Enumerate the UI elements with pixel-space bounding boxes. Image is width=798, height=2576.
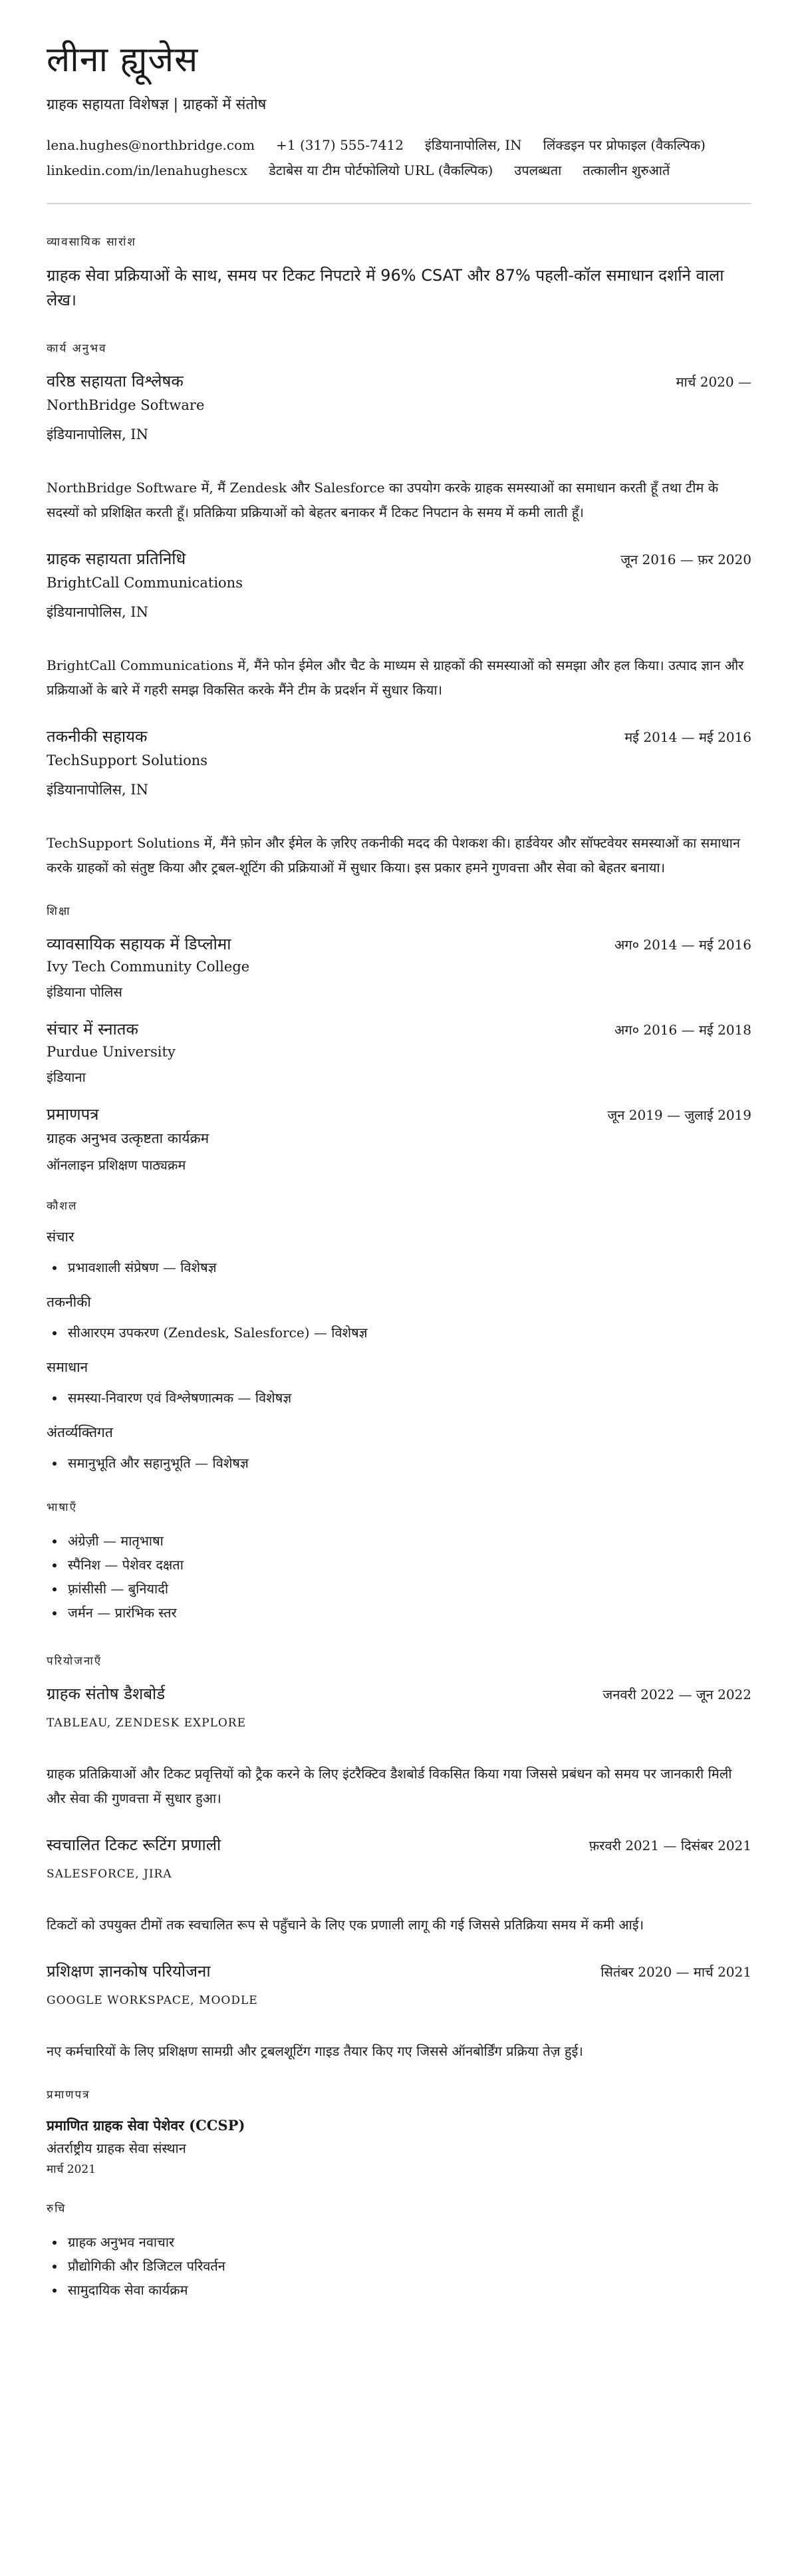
contact-info — [47, 132, 751, 183]
project-title: ग्राहक संतोष डैशबोर्ड — [47, 1684, 166, 1703]
education-entry — [47, 1018, 751, 1086]
job-dates: मार्च 2020 — — [676, 373, 751, 390]
skill-category: संचार — [47, 1228, 74, 1245]
section-title-skills: कौशल — [47, 1199, 78, 1213]
languages-section — [47, 1499, 751, 1625]
project-tech: TABLEAU, ZENDESK EXPLORE — [47, 1716, 247, 1730]
job-company: BrightCall Communications — [47, 574, 243, 591]
degree-dates: अग० 2014 — मई 2016 — [614, 936, 751, 953]
language-item: • स्पैनिश — पेशेवर दक्षता — [65, 1553, 751, 1577]
section-title-experience: कार्य अनुभव — [47, 341, 107, 355]
skill-item: • प्रभावशाली संप्रेषण — विशेषज्ञ — [65, 1255, 751, 1279]
skill-group — [47, 1227, 751, 1279]
degree-title: संचार में स्नातक — [47, 1019, 138, 1039]
skill-item: • समानुभूति और सहानुभूति — विशेषज्ञ — [65, 1451, 751, 1475]
skill-group — [47, 1293, 751, 1345]
experience-section — [47, 340, 751, 880]
projects-section — [47, 1653, 751, 2064]
job-description: NorthBridge Software में, मैं Zendesk और Salesforce का उपयोग करके ग्राहक समस्याओं का समाधान करती हूँ तथा टीम के सदस्यों को प्रशिक्षित करती हूँ। प्रतिक्रिया प्रक्रियाओं को बेहतर बनाकर मैं टिकट निपटान के समय में कमी लाती हूँ। — [47, 479, 719, 520]
certification-issuer: अंतर्राष्ट्रीय ग्राहक सेवा संस्थान — [47, 2140, 186, 2156]
institution-name: Ivy Tech Community College — [47, 958, 250, 975]
education-entry — [47, 1103, 751, 1174]
section-title-interests: रुचि — [47, 2201, 66, 2215]
contact-availability-label: उपलब्धता — [514, 162, 562, 179]
skill-item: • समस्या-निवारण एवं विश्लेषणात्मक — विशेषज्ञ — [65, 1386, 751, 1410]
section-title-summary: व्यावसायिक सारांश — [47, 236, 136, 249]
project-entry — [47, 1683, 751, 1811]
job-title: तकनीकी सहायक — [47, 726, 148, 746]
summary-section — [47, 234, 751, 313]
job-location: इंडियानापोलिस, IN — [47, 426, 148, 442]
project-dates: जनवरी 2022 — जून 2022 — [602, 1686, 751, 1702]
job-location: इंडियानापोलिस, IN — [47, 781, 148, 798]
degree-title: व्यावसायिक सहायक में डिप्लोमा — [47, 934, 231, 953]
job-company: TechSupport Solutions — [47, 752, 208, 768]
header-divider — [47, 203, 751, 204]
project-dates: सितंबर 2020 — मार्च 2021 — [600, 1963, 751, 1980]
language-item: • फ़्रांसीसी — बुनियादी — [65, 1577, 751, 1601]
section-title-projects: परियोजनाएँ — [47, 1654, 102, 1668]
certification-date: मार्च 2021 — [47, 2162, 96, 2176]
skill-group — [47, 1423, 751, 1475]
project-entry — [47, 1960, 751, 2064]
project-entry — [47, 1834, 751, 1937]
project-description: नए कर्मचारियों के लिए प्रशिक्षण सामग्री और ट्रबलशूटिंग गाइड तैयार किए गए जिससे ऑनबोर्डिंग प्रक्रिया तेज़ हुई। — [47, 2042, 583, 2059]
institution-name: ग्राहक अनुभव उत्कृष्टता कार्यक्रम — [47, 1130, 209, 1146]
project-tech: GOOGLE WORKSPACE, MOODLE — [47, 1993, 258, 2007]
job-description: TechSupport Solutions में, मैंने फ़ोन और ईमेल के ज़रिए तकनीकी मदद की पेशकश की। हार्डवेयर और सॉफ्टवेयर समस्याओं का समाधान करके ग्राहकों को संतुष्ट किया और ट्रबल-शूटिंग की प्रक्रियाओं में सुधार किया। इस प्रकार हमने गुणवत्ता और सेवा को बेहतर बनाया। — [47, 834, 740, 876]
experience-entry — [47, 370, 751, 525]
job-description: BrightCall Communications में, मैंने फोन ईमेल और चैट के माध्यम से ग्राहकों की समस्याओं को समझा और हल किया। उत्पाद ज्ञान और प्रक्रियाओं के बारे में गहरी समझ विकसित करके मैंने टीम के प्रदर्शन में सुधार किया। — [47, 657, 744, 698]
skill-category: तकनीकी — [47, 1293, 91, 1310]
job-dates: जून 2016 — फ़र 2020 — [620, 551, 751, 567]
contact-linkedin-link[interactable]: linkedin.com/in/lenahughescx — [47, 162, 248, 179]
education-entry — [47, 933, 751, 1001]
candidate-name: लीना ह्यूजेस — [47, 40, 199, 80]
institution-location: इंडियाना पोलिस — [47, 983, 122, 1000]
summary-text: ग्राहक सेवा प्रक्रियाओं के साथ, समय पर टिकट निपटारे में 96% CSAT और 87% पहली-कॉल समाधान दर्शाने वाला लेख। — [47, 266, 724, 310]
project-title: स्वचालित टिकट रूटिंग प्रणाली — [47, 1835, 221, 1854]
interest-item: • प्रौद्योगिकी और डिजिटल परिवर्तन — [65, 2254, 751, 2278]
institution-name: Purdue University — [47, 1043, 176, 1060]
job-title: ग्राहक सहायता प्रतिनिधि — [47, 549, 186, 568]
language-item: • जर्मन — प्रारंभिक स्तर — [65, 1601, 751, 1625]
degree-dates: अग० 2016 — मई 2018 — [614, 1021, 751, 1038]
interest-item: • ग्राहक अनुभव नवाचार — [65, 2230, 751, 2254]
certifications-section — [47, 2086, 751, 2176]
institution-location: इंडियाना — [47, 1068, 86, 1085]
experience-entry — [47, 548, 751, 703]
job-title: वरिष्ठ सहायता विश्लेषक — [47, 371, 184, 391]
job-company: NorthBridge Software — [47, 397, 205, 413]
project-description: टिकटों को उपयुक्त टीमों तक स्वचालित रूप से पहुँचाने के लिए एक प्रणाली लागू की गई जिससे प्रतिक्रिया समय में कमी आई। — [47, 1916, 644, 1933]
skill-item: • सीआरएम उपकरण (Zendesk, Salesforce) — विशेषज्ञ — [65, 1321, 751, 1345]
experience-entry — [47, 725, 751, 880]
contact-linkedin-label: लिंक्डइन पर प्रोफाइल (वैकल्पिक) — [543, 137, 706, 154]
project-dates: फ़रवरी 2021 — दिसंबर 2021 — [589, 1837, 751, 1853]
institution-location: ऑनलाइन प्रशिक्षण पाठ्यक्रम — [47, 1156, 186, 1173]
skills-section — [47, 1198, 751, 1475]
interests-section — [47, 2200, 751, 2302]
section-title-certifications: प्रमाणपत्र — [47, 2088, 90, 2102]
resume-header — [47, 41, 751, 183]
education-section — [47, 903, 751, 1174]
section-title-languages: भाषाएँ — [47, 1500, 77, 1514]
project-title: प्रशिक्षण ज्ञानकोष परियोजना — [47, 1961, 211, 1981]
skill-category: अंतर्व्यक्तिगत — [47, 1424, 113, 1440]
degree-dates: जून 2019 — जुलाई 2019 — [607, 1106, 751, 1123]
certification-name: प्रमाणित ग्राहक सेवा पेशेवर (CCSP) — [47, 2116, 245, 2134]
contact-availability-value: तत्कालीन शुरुआतें — [583, 162, 670, 179]
project-description: ग्राहक प्रतिक्रियाओं और टिकट प्रवृत्तियों को ट्रैक करने के लिए इंटरैक्टिव डैशबोर्ड विकसित किया गया जिससे प्रबंधन को समय पर जानकारी मिली और सेवा की गुणवत्ता में सुधार हुआ। — [47, 1765, 732, 1806]
skill-group — [47, 1358, 751, 1410]
job-dates: मई 2014 — मई 2016 — [624, 728, 751, 745]
interest-item: • सामुदायिक सेवा कार्यक्रम — [65, 2278, 751, 2302]
contact-email[interactable]: lena.hughes@northbridge.com — [47, 137, 255, 154]
candidate-subtitle: ग्राहक सहायता विशेषज्ञ | ग्राहकों में संतोष — [47, 96, 267, 114]
job-location: इंडियानापोलिस, IN — [47, 603, 148, 620]
section-title-education: शिक्षा — [47, 904, 71, 918]
contact-location: इंडियानापोलिस, IN — [424, 137, 522, 154]
degree-title: प्रमाणपत्र — [47, 1104, 99, 1124]
certification-entry — [47, 2116, 751, 2176]
contact-phone[interactable]: +1 (317) 555-7412 — [276, 137, 404, 154]
language-item: • अंग्रेज़ी — मातृभाषा — [65, 1529, 751, 1553]
project-tech: SALESFORCE, JIRA — [47, 1867, 172, 1881]
skill-category: समाधान — [47, 1359, 88, 1375]
contact-portfolio-label: डेटाबेस या टीम पोर्टफोलियो URL (वैकल्पिक) — [269, 162, 493, 179]
